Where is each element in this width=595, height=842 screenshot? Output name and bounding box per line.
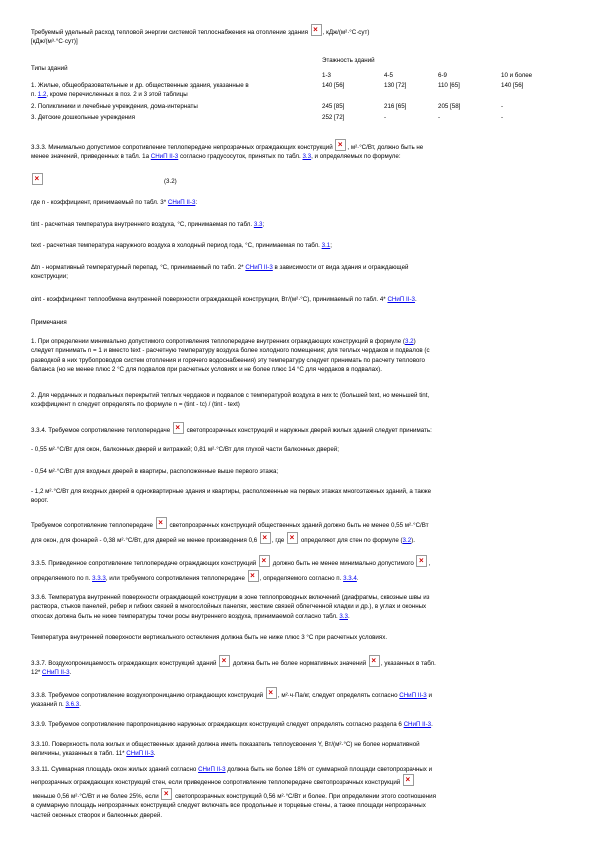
snip-link[interactable]: СНиП II-3 <box>167 199 196 206</box>
paragraph-3-3-11 <box>31 765 565 820</box>
table-header-type: Типы зданий <box>31 65 68 72</box>
paragraph-text: . <box>348 612 350 620</box>
table-link[interactable]: 3.3 <box>253 221 263 228</box>
formula-link[interactable]: 3.2 <box>402 537 412 545</box>
definition-aint: αint - коэффициент теплообмена внутренней поверхности ограждающей конструкции, Вт/(м²·°С), принимаемый по табл. 4* СНиП II-3. <box>31 296 417 303</box>
section-heading <box>31 24 565 47</box>
bullet-item <box>31 487 565 506</box>
formula-number: (3.2) <box>164 178 177 185</box>
table-link[interactable]: 3.3 <box>302 153 312 161</box>
table-cell-value: 110 [65] <box>438 82 460 89</box>
paragraph-text: для окон, для фонарей - 0,38 м²·°С/Вт, для дверей не менее произведения 0,6 <box>31 537 259 545</box>
definition-text: tint - расчетная температура внутреннего воздуха, °С, принимаемая по табл. <box>31 221 254 228</box>
table-header-floors: Этажность зданий <box>322 57 375 64</box>
note-text: коэффициент n следует определять по формуле n = (tint - tc) / (tint - text) <box>31 401 240 409</box>
paragraph-text: менее значений, приведенных в табл. 1а <box>31 153 151 161</box>
broken-image-icon <box>260 532 271 544</box>
paragraph-text: , и определяемых по формуле: <box>311 153 401 161</box>
definition-text: конструкции; <box>31 273 68 281</box>
paragraph-text: должно быть не менее минимально допустимого <box>270 560 416 567</box>
table-cell-value: 252 [72] <box>322 114 345 121</box>
heading-unit: , кДж/(м²·°С·сут) <box>322 29 370 36</box>
definition-text: text - расчетная температура наружного воздуха в холодный период года, °С, принимаемая по табл. <box>31 242 322 249</box>
paragraph-text: , или требуемого сопротивления теплопередаче <box>105 575 247 583</box>
paragraph-text: 3.3.11. Суммарная площадь окон жилых зданий согласно <box>31 766 199 773</box>
broken-image-icon <box>335 139 346 151</box>
paragraph-3-3-9 <box>31 720 433 729</box>
table-header-floor-col: 6-9 <box>438 72 447 79</box>
snip-link[interactable]: СНиП II-3 <box>198 766 226 773</box>
definition-n: где n - коэффициент, принимаемый по табл. 3* СНиП II-3: <box>31 199 198 206</box>
paragraph-glazing: Температура внутренней поверхности вертикального остекления должна быть не ниже плюс 3 °С при расчетных условиях. <box>31 634 388 641</box>
paragraph-text: 3.3.6. Температура внутренней поверхности ограждающей конструкции в зоне теплопроводных включений (диафрагмы, сквозные швы из <box>31 594 430 601</box>
table-cell-type: 2. Поликлиники и лечебные учреждения, дома-интернаты <box>31 103 198 110</box>
table-cell-value: - <box>501 103 504 110</box>
paragraph-text: 3.3.5. Приведенное сопротивление теплопередаче ограждающих конструкций <box>31 560 258 567</box>
table-cell-value: 130 [72] <box>384 82 407 89</box>
notes-title: Примечания <box>31 319 67 326</box>
definition-dtn <box>31 263 565 282</box>
definition-text: где n - коэффициент, принимаемый по табл. 3* <box>31 199 168 206</box>
paragraph-text: 3.3.4. Требуемое сопротивление теплопередаче <box>31 427 172 434</box>
snip-link[interactable]: СНиП II-3 <box>387 296 415 303</box>
paragraph-text: раствора, стыков панелей, ребер и гибких связей в многослойных панелях, жесткие связей облегченной кладки и др.), в углах и оконных <box>31 603 427 611</box>
snip-link[interactable]: СНиП II-3 <box>42 669 70 677</box>
paragraph-3-3-7 <box>31 655 565 678</box>
paragraph-text: частей оконных створок и балконных дверей. <box>31 811 163 819</box>
broken-image-icon <box>416 555 427 567</box>
paragraph-text: величины, указанных в табл. 11* <box>31 750 127 758</box>
paragraph-text: , <box>428 560 431 567</box>
broken-image-icon <box>287 532 298 544</box>
broken-image-icon <box>403 774 414 786</box>
definition-text-temp: text - расчетная температура наружного воздуха в холодный период года, °С, принимаемая по табл. 3.1; <box>31 242 332 249</box>
table-cell-type-part: п. <box>31 91 38 99</box>
paragraph-text: ). <box>411 537 415 545</box>
section-link[interactable]: 3.3.4 <box>343 575 357 583</box>
paragraph-public-buildings <box>31 517 565 546</box>
bullet-text: ворот. <box>31 497 49 505</box>
table-cell-value: 245 [85] <box>322 103 345 110</box>
paragraph-text: 3.3.10. Поверхность пола жилых и общественных зданий должна иметь показатель теплоусвоения Y, Вт/(м²·°С) не более нормативной <box>31 741 420 748</box>
note-text: разводкой в них трубопроводов систем отопления и горячего водоснабжения) эту температуру следует принимать по расчету теплового <box>31 356 425 364</box>
paragraph-3-3-5 <box>31 555 565 584</box>
table-cell-value: - <box>384 114 387 121</box>
broken-image-icon <box>219 655 230 667</box>
note-text: 2. Для чердачных и подвальных перекрытий теплых чердаков и подвалов с температурой воздуха в них tc (большей text, но меньшей tint, <box>31 392 430 399</box>
table-cell-type: 1. Жилые, общеобразовательные и др. общественные здания, указанные в <box>31 82 249 89</box>
snip-link[interactable]: СНиП II-3 <box>399 692 427 699</box>
paragraph-text: определяют для стен по формуле ( <box>299 537 403 545</box>
note-2 <box>31 391 565 410</box>
broken-image-icon <box>266 687 277 699</box>
paragraph-text: непрозрачных ограждающих конструкций стен, если приведенное сопротивление теплопередаче светопрозрачных конструкций <box>31 779 402 787</box>
table-cell-value: - <box>438 114 441 121</box>
definition-text: αint - коэффициент теплообмена внутренней поверхности ограждающей конструкции, Вт/(м²·°С), принимаемый по табл. 4* <box>31 296 388 303</box>
paragraph-text: . <box>356 575 359 583</box>
paragraph-3-3-4 <box>31 422 432 435</box>
table-cell-value: 205 [58] <box>438 103 461 110</box>
paragraph-3-3-3 <box>31 139 565 162</box>
broken-image-icon <box>32 173 43 185</box>
paragraph-text: . <box>431 721 433 728</box>
paragraph-text: определяемого по п. <box>31 575 93 583</box>
heading-text: Требуемый удельный расход тепловой энергии системой теплоснабжения на отопление здания <box>31 29 310 36</box>
table-cell-type: 3. Детские дошкольные учреждения <box>31 114 135 121</box>
definition-text: Δtn - нормативный температурный перепад, °С, принимаемый по табл. 2* <box>31 264 246 271</box>
paragraph-text: в суммарную площадь непрозрачных конструкций следует включать все продольные и торцевые стены, а также площади непрозрачных <box>31 802 426 810</box>
paragraph-text: . <box>79 701 81 709</box>
table-link[interactable]: 3.3 <box>339 612 348 620</box>
paragraph-text: . <box>69 669 72 677</box>
table-cell-value: 140 [56] <box>322 82 345 89</box>
paragraph-text: меньше 0,56 м²·°С/Вт и не более 25%, если <box>31 792 161 800</box>
definition-text: в зависимости от вида здания и ограждающей <box>272 264 409 271</box>
paragraph-text: 3.3.9. Требуемое сопротивление паропроницанию наружных ограждающих конструкций следует определять согласно раздела 6 <box>31 721 404 728</box>
bullet-item: - 0,54 м²·°С/Вт для входных дверей в квартиры, расположенные выше первого этажа; <box>31 468 279 475</box>
broken-image-icon <box>173 422 184 434</box>
broken-image-icon <box>311 24 322 36</box>
snip-link[interactable]: СНиП II-3 <box>126 750 154 758</box>
formula-link[interactable]: 3.2 <box>404 338 414 345</box>
paragraph-text: . <box>153 750 156 758</box>
paragraph-text: светопрозрачных конструкций 0,56 м²·°С/Вт и более. При определении этого соотношения <box>173 792 436 800</box>
paragraph-text: откосах должна быть не ниже температуры точки росы внутреннего воздуха, принимаемой согласно табл. <box>31 612 340 620</box>
paragraph-3-3-6 <box>31 593 565 621</box>
paragraph-text: согласно градусосуток, принятых по табл. <box>178 153 303 161</box>
table-row <box>31 81 249 100</box>
table-header-floor-col: 4-5 <box>384 72 393 79</box>
broken-image-icon <box>248 570 259 582</box>
note-text: 1. При определении минимально допустимого сопротивления теплопередаче внутренних ограждающих конструкций в формуле ( <box>31 338 405 345</box>
section-link[interactable]: 3.3.3 <box>92 575 106 583</box>
broken-image-icon <box>156 517 167 529</box>
paragraph-text: 3.3.3. Минимально допустимое сопротивление теплопередаче непрозрачных ограждающих конструкций <box>31 144 335 151</box>
table-header-floor-col: 1-3 <box>322 72 331 79</box>
table-cell-value: 140 [56] <box>501 82 524 89</box>
paragraph-3-3-8 <box>31 687 565 710</box>
heading-unit-alt: [кДж/(м³·°С·сут)] <box>31 38 78 46</box>
broken-image-icon <box>369 655 380 667</box>
table-link[interactable]: 1.2 <box>37 91 47 99</box>
paragraph-text: 3.3.8. Требуемое сопротивление воздухопроницанию ограждающих конструкций <box>31 692 265 699</box>
table-cell-value: 216 [65] <box>384 103 407 110</box>
snip-link[interactable]: СНиП II-3 <box>403 721 432 728</box>
formula-line <box>31 173 44 186</box>
broken-image-icon <box>161 788 172 800</box>
paragraph-text: светопрозрачных конструкций и наружных дверей жилых зданий следует принимать: <box>184 427 432 434</box>
paragraph-3-3-10 <box>31 740 565 759</box>
paragraph-text: указаний п. <box>31 701 66 709</box>
table-link[interactable]: 3.1 <box>321 242 331 249</box>
broken-image-icon <box>259 555 270 567</box>
section-link[interactable]: 3.6.3 <box>65 701 80 709</box>
table-header-floor-col: 10 и более <box>501 72 533 79</box>
note-1 <box>31 337 565 375</box>
paragraph-text: , где <box>271 537 287 545</box>
snip-link[interactable]: СНиП II-3 <box>245 264 273 271</box>
table-cell-value: - <box>501 114 504 121</box>
paragraph-text: 12* <box>31 669 43 677</box>
paragraph-text: 3.3.7. Воздухопроницаемость ограждающих конструкций зданий <box>31 660 219 667</box>
snip-link[interactable]: СНиП II-3 <box>150 153 179 161</box>
note-text: ) <box>413 338 416 345</box>
definition-tint: tint - расчетная температура внутреннего воздуха, °С, принимаемая по табл. 3.3; <box>31 221 265 228</box>
bullet-item: - 0,55 м²·°С/Вт для окон, балконных дверей и витражей; 0,81 м²·°С/Вт для глухой части балконных дверей; <box>31 446 339 453</box>
paragraph-text: должна быть не более нормативных значений <box>231 660 368 667</box>
paragraph-text: , определяемого согласно п. <box>259 575 344 583</box>
paragraph-text: и <box>426 692 432 699</box>
paragraph-text: светопрозрачных конструкций общественных зданий должно быть не менее 0,55 м²·°С/Вт <box>167 522 429 529</box>
paragraph-text: , м²·°С/Вт, должно быть не <box>347 144 424 151</box>
paragraph-text: Требуемое сопротивление теплопередаче <box>31 522 155 529</box>
bullet-text: - 1,2 м²·°С/Вт для входных дверей в одноквартирные здания и квартиры, расположенные на первых этажах многоэтажных зданий, а также <box>31 488 432 495</box>
table-cell-type-part: , кроме перечисленных в поз. 2 и 3 этой таблицы <box>46 91 188 99</box>
note-text: следует принимать n = 1 и вместо text - расчетную температуру воздуха более холодного помещения; для теплых чердаков и подвалов (с <box>31 347 430 355</box>
paragraph-text: , м²·ч·Па/кг, следует определять согласно <box>277 692 400 699</box>
paragraph-text: , указанных в табл. <box>380 660 436 667</box>
paragraph-text: должна быть не более 18% от суммарной площади светопрозрачных и <box>225 766 433 773</box>
note-text: баланса (но не менее плюс 2 °С для подвалов при расчетных условиях и не более плюс 14 °С для чердаков в подвалах). <box>31 366 382 374</box>
